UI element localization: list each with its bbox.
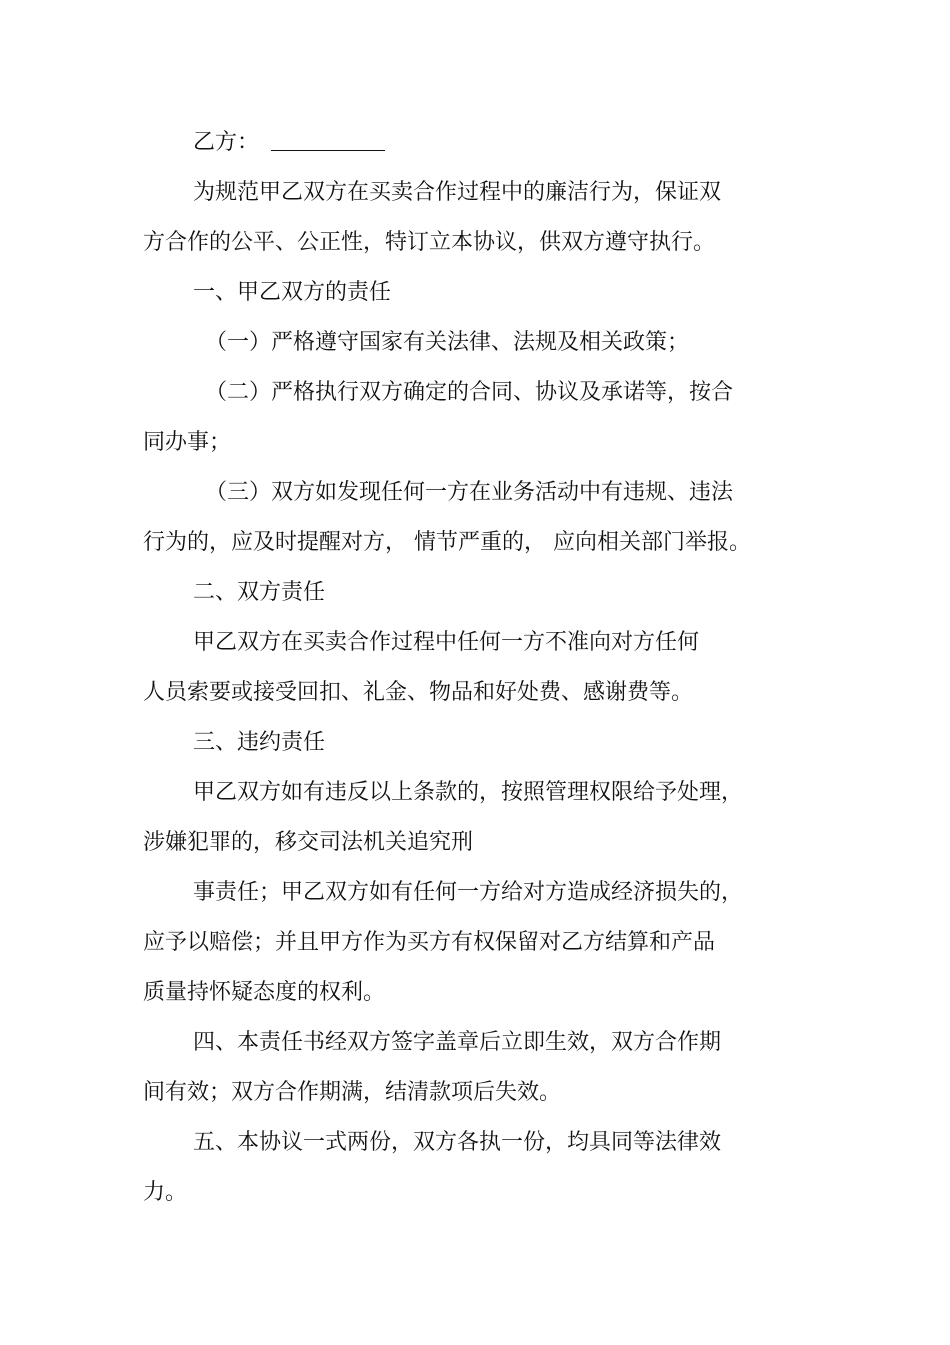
paragraph-line: 方合作的公平、公正性，特订立本协议，供双方遵守执行。	[143, 230, 716, 255]
clause-line: （二）严格执行双方确定的合同、协议及承诺等，按合	[205, 380, 734, 405]
paragraph-line: 应予以赔偿；并且甲方作为买方有权保留对乙方结算和产品	[143, 930, 716, 955]
paragraph-line: 涉嫌犯罪的，移交司法机关追究刑	[143, 830, 474, 855]
party-b-blank	[271, 130, 385, 151]
party-b-label: 乙方：	[193, 130, 260, 155]
paragraph-line: 力。	[143, 1180, 188, 1205]
clause-line: （三）双方如发现任何一方在业务活动中有违规、违法	[205, 480, 734, 505]
clause-line: 同办事；	[143, 430, 232, 455]
paragraph-line: 甲乙双方在买卖合作过程中任何一方不准向对方任何	[193, 630, 700, 655]
paragraph-line: 五、本协议一式两份，双方各执一份，均具同等法律效	[193, 1130, 722, 1155]
paragraph-line: 四、本责任书经双方签字盖章后立即生效，双方合作期	[193, 1030, 722, 1055]
section-heading: 一、甲乙双方的责任	[193, 280, 392, 305]
section-heading: 三、违约责任	[193, 730, 326, 755]
paragraph-line: 事责任；甲乙双方如有任何一方给对方造成经济损失的，	[193, 880, 744, 905]
section-heading: 二、双方责任	[193, 580, 326, 605]
paragraph-line: 甲乙双方如有违反以上条款的，按照管理权限给予处理，	[193, 780, 744, 805]
paragraph-line: 人员索要或接受回扣、礼金、物品和好处费、感谢费等。	[143, 680, 694, 705]
clause-line: 行为的，应及时提醒对方， 情节严重的， 应向相关部门举报。	[143, 530, 751, 555]
clause-line: （一）严格遵守国家有关法律、法规及相关政策；	[205, 330, 690, 355]
paragraph-line: 为规范甲乙双方在买卖合作过程中的廉洁行为，保证双	[193, 180, 722, 205]
paragraph-line: 间有效；双方合作期满，结清款项后失效。	[143, 1080, 562, 1105]
paragraph-line: 质量持怀疑态度的权利。	[143, 980, 386, 1005]
party-b-line	[193, 128, 385, 158]
